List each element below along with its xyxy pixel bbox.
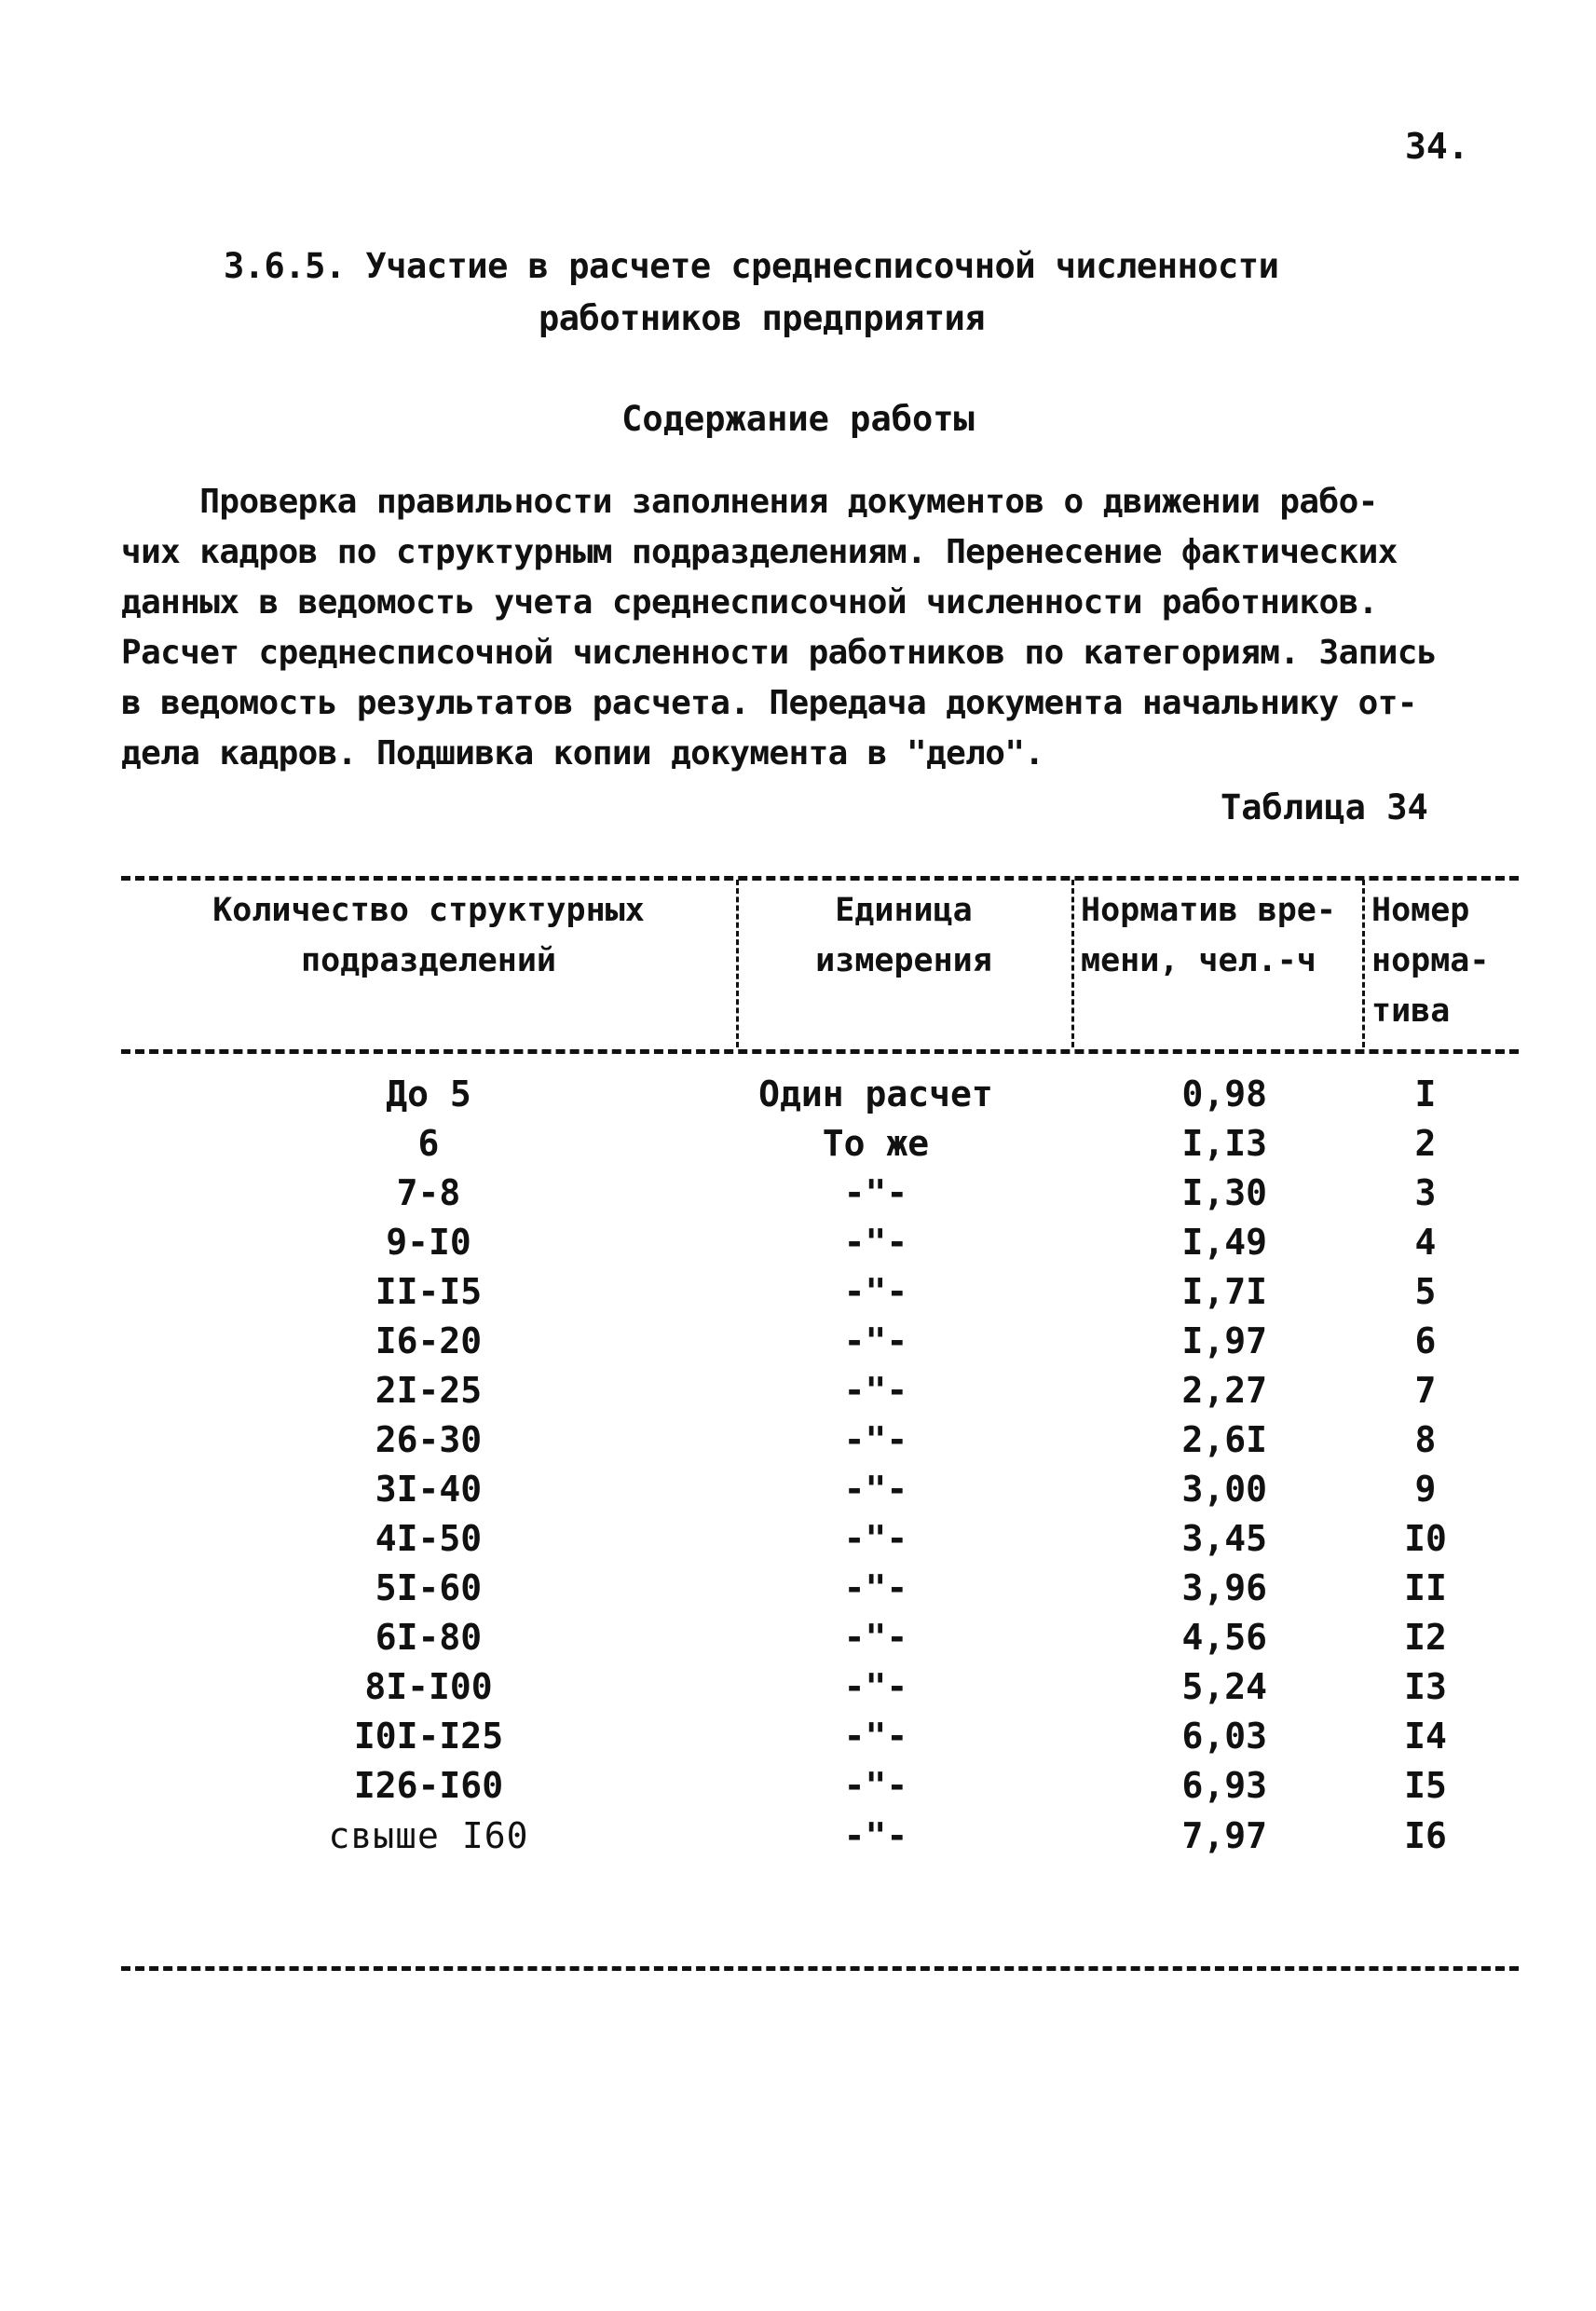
header-text: Количество структурных	[212, 892, 645, 929]
paragraph-line: Расчет среднесписочной численности работников по категориям. Запись	[121, 634, 1437, 672]
cell-quantity: 7-8	[396, 1172, 461, 1213]
cell-unit: -"-	[843, 1765, 908, 1806]
cell-quantity: 3I-40	[375, 1469, 483, 1510]
cell-norm: 5,24	[1181, 1666, 1267, 1707]
paragraph-line: данных в ведомость учета среднесписочной численности работников.	[121, 583, 1378, 622]
paragraph-line: дела кадров. Подшивка копии документа в "дело".	[121, 734, 1044, 773]
cell-quantity: II-I5	[375, 1271, 483, 1312]
cell-quantity: 2I-25	[375, 1370, 483, 1411]
table-header-unit	[745, 885, 1062, 986]
cell-norm: I,7I	[1181, 1271, 1267, 1312]
cell-number: 3	[1414, 1172, 1437, 1213]
header-text: Номер	[1371, 892, 1470, 929]
header-text: измерения	[815, 942, 992, 979]
cell-number: 5	[1414, 1271, 1437, 1312]
cell-norm: 3,45	[1181, 1518, 1267, 1559]
cell-unit: -"-	[843, 1567, 908, 1608]
cell-norm: I,I3	[1181, 1123, 1267, 1164]
cell-norm: 4,56	[1181, 1617, 1267, 1658]
header-text: подразделений	[301, 942, 556, 979]
cell-unit: -"-	[843, 1320, 908, 1361]
section-title-line2: работников предприятия	[539, 298, 986, 338]
body-paragraph	[121, 477, 1537, 779]
table-top-rule	[121, 876, 1519, 881]
cell-quantity: свыше I60	[328, 1815, 529, 1856]
section-title	[224, 240, 1398, 345]
header-text: Норматив вре-	[1081, 892, 1336, 929]
cell-unit: -"-	[843, 1469, 908, 1510]
cell-quantity: I0I-I25	[353, 1716, 504, 1757]
cell-number: 8	[1414, 1419, 1437, 1460]
cell-unit: Один расчет	[758, 1073, 993, 1114]
header-text: норма-	[1371, 942, 1490, 979]
cell-unit: -"-	[843, 1419, 908, 1460]
cell-quantity: 8I-I00	[364, 1666, 493, 1707]
cell-norm: 0,98	[1181, 1073, 1267, 1114]
cell-number: I6	[1404, 1815, 1447, 1856]
cell-number: I3	[1404, 1666, 1447, 1707]
cell-unit: То же	[822, 1123, 930, 1164]
cell-unit: -"-	[843, 1666, 908, 1707]
cell-unit: -"-	[843, 1222, 908, 1263]
table-header-rule	[121, 1049, 1519, 1054]
cell-quantity: I26-I60	[353, 1765, 504, 1806]
subtitle: Содержание работы	[621, 399, 975, 439]
cell-norm: 6,03	[1181, 1716, 1267, 1757]
cell-number: 4	[1414, 1222, 1437, 1263]
page-number: 34.	[1405, 126, 1469, 167]
cell-norm: I,97	[1181, 1320, 1267, 1361]
cell-unit: -"-	[843, 1172, 908, 1213]
paragraph-line: в ведомость результатов расчета. Передача документа начальнику от-	[121, 684, 1417, 722]
table-label: Таблица 34	[1221, 787, 1428, 827]
cell-quantity: 26-30	[375, 1419, 483, 1460]
cell-norm: I,49	[1181, 1222, 1267, 1263]
cell-norm: 3,96	[1181, 1567, 1267, 1608]
cell-number: I5	[1404, 1765, 1447, 1806]
header-separator	[736, 880, 739, 1047]
cell-number: I4	[1404, 1716, 1447, 1757]
cell-unit: -"-	[843, 1370, 908, 1411]
cell-number: I	[1414, 1073, 1437, 1114]
table-header-quantity	[140, 885, 717, 986]
cell-quantity: 5I-60	[375, 1567, 483, 1608]
cell-norm: 2,6I	[1181, 1419, 1267, 1460]
paragraph-line: чих кадров по структурным подразделениям. Перенесение фактических	[121, 533, 1398, 571]
cell-norm: 3,00	[1181, 1469, 1267, 1510]
cell-quantity: 6	[417, 1123, 440, 1164]
cell-norm: 6,93	[1181, 1765, 1267, 1806]
section-title-line1: 3.6.5. Участие в расчете среднесписочной численности	[224, 246, 1279, 286]
cell-norm: I,30	[1181, 1172, 1267, 1213]
header-separator	[1071, 880, 1074, 1047]
cell-quantity: I6-20	[375, 1320, 483, 1361]
cell-unit: -"-	[843, 1518, 908, 1559]
paragraph-line: Проверка правильности заполнения документов о движении рабо-	[121, 483, 1378, 521]
cell-quantity: 9-I0	[386, 1222, 471, 1263]
table-bottom-rule	[121, 1966, 1519, 1971]
cell-quantity: 4I-50	[375, 1518, 483, 1559]
header-text: Единица	[835, 892, 973, 929]
cell-quantity: 6I-80	[375, 1617, 483, 1658]
cell-unit: -"-	[843, 1617, 908, 1658]
cell-number: 7	[1414, 1370, 1437, 1411]
header-separator	[1362, 880, 1365, 1047]
cell-number: I0	[1404, 1518, 1447, 1559]
cell-unit: -"-	[843, 1815, 908, 1856]
cell-number: 9	[1414, 1469, 1437, 1510]
cell-unit: -"-	[843, 1271, 908, 1312]
cell-norm: 2,27	[1181, 1370, 1267, 1411]
cell-number: 6	[1414, 1320, 1437, 1361]
cell-norm: 7,97	[1181, 1815, 1267, 1856]
header-text: мени, чел.-ч	[1081, 942, 1316, 979]
cell-number: II	[1404, 1567, 1447, 1608]
cell-quantity: До 5	[386, 1073, 471, 1114]
cell-number: 2	[1414, 1123, 1437, 1164]
cell-number: I2	[1404, 1617, 1447, 1658]
header-text: тива	[1371, 992, 1451, 1030]
table-header-norm	[1081, 885, 1360, 986]
table-header-number	[1371, 885, 1521, 1036]
cell-unit: -"-	[843, 1716, 908, 1757]
